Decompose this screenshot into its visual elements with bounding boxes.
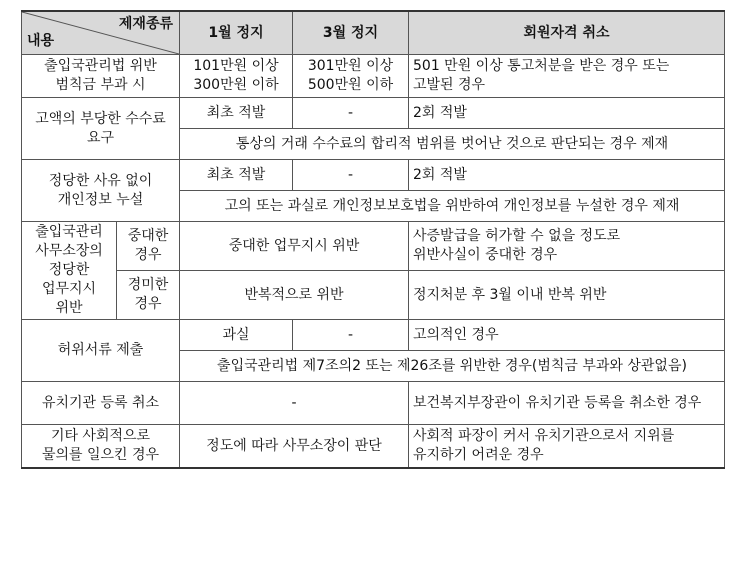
row-label-social-issue (22, 425, 180, 469)
cell-3-month: - (293, 98, 409, 129)
row-label-line: 고액의 부당한 수수료 (35, 110, 166, 127)
cell-cancel (409, 425, 725, 469)
row-label-line: 출입국관리 (35, 224, 103, 240)
cell-line: 위반사실이 중대한 경우 (413, 247, 558, 263)
table-header-row (22, 11, 725, 55)
column-header-cancel: 회원자격 취소 (409, 11, 725, 55)
cell-cancel (409, 55, 725, 98)
table-row (22, 98, 725, 129)
cell-line: 고발된 경우 (413, 77, 486, 93)
row-label-office-order (22, 222, 117, 320)
row-label-line: 위반 (55, 300, 83, 316)
cell-line: 301만원 이상 (307, 58, 394, 74)
row-label-line: 범칙금 부과 시 (55, 77, 146, 93)
cell-suspension: 중대한 업무지시 위반 (180, 222, 409, 271)
cell-1-month: 과실 (180, 320, 293, 351)
table-row (22, 160, 725, 191)
row-note: 고의 또는 과실로 개인정보보호법을 위반하여 개인정보를 누설한 경우 제재 (180, 191, 725, 222)
cell-cancel: 고의적인 경우 (409, 320, 725, 351)
cell-3-month: - (293, 160, 409, 191)
row-label-privacy-leak (22, 160, 180, 222)
cell-3-month: - (293, 320, 409, 351)
cell-line: 사회적 파장이 커서 유치기관으로서 지위를 (413, 428, 675, 444)
sanction-table (21, 10, 725, 469)
sub-label-line: 경미한 (127, 277, 169, 293)
row-label-line: 요구 (86, 129, 115, 146)
row-label-line: 정당한 사유 없이 (48, 172, 153, 189)
cell-1-month: 최초 적발 (180, 98, 293, 129)
sub-label-minor (117, 271, 180, 320)
cell-cancel (409, 222, 725, 271)
cell-line: 500만원 이하 (307, 77, 394, 93)
diagonal-header-cell (22, 11, 180, 55)
cell-line: 사증발급을 허가할 수 없을 정도로 (413, 228, 621, 244)
content-label: 내용 (27, 33, 55, 49)
table-row (22, 55, 725, 98)
sub-label-line: 경우 (134, 247, 162, 263)
table-row (22, 320, 725, 351)
cell-3-month (293, 55, 409, 98)
table-row (22, 222, 725, 271)
cell-line: 101만원 이상 (193, 58, 279, 74)
sanction-type-label: 제재종류 (118, 16, 173, 32)
table-row (22, 425, 725, 469)
row-label-line: 사무소장의 (35, 243, 103, 259)
row-label-false-docs: 허위서류 제출 (22, 320, 180, 382)
row-label-excess-fee (22, 98, 180, 160)
row-label-line: 물의를 일으킨 경우 (41, 447, 160, 463)
row-label-line: 개인정보 누설 (57, 191, 144, 208)
row-label-line: 업무지시 (41, 281, 97, 297)
table-row (22, 271, 725, 320)
column-header-1-month: 1월 정지 (180, 11, 293, 55)
cell-line: 유지하기 어려운 경우 (413, 447, 544, 463)
cell-cancel: 보건복지부장관이 유치기관 등록을 취소한 경우 (409, 382, 725, 425)
cell-cancel: 2회 적발 (409, 98, 725, 129)
cell-1-month (180, 55, 293, 98)
row-label-registration-cancel: 유치기관 등록 취소 (22, 382, 180, 425)
cell-suspension: - (180, 382, 409, 425)
table-row (22, 382, 725, 425)
row-label-line: 기타 사회적으로 (50, 428, 151, 444)
cell-1-month: 최초 적발 (180, 160, 293, 191)
cell-cancel: 정지처분 후 3월 이내 반복 위반 (409, 271, 725, 320)
row-note: 출입국관리법 제7조의2 또는 제26조를 위반한 경우(범칙금 부과와 상관없음) (180, 351, 725, 382)
sub-label-line: 경우 (134, 296, 162, 312)
row-label-immigration-fine (22, 55, 180, 98)
row-note: 통상의 거래 수수료의 합리적 범위를 벗어난 것으로 판단되는 경우 제재 (180, 129, 725, 160)
row-label-line: 출입국관리법 위반 (44, 58, 157, 74)
cell-suspension: 정도에 따라 사무소장이 판단 (180, 425, 409, 469)
cell-line: 501 만원 이상 통고처분을 받은 경우 또는 (413, 58, 670, 74)
sub-label-severe (117, 222, 180, 271)
row-label-line: 정당한 (48, 262, 90, 278)
cell-suspension: 반복적으로 위반 (180, 271, 409, 320)
cell-line: 300만원 이하 (193, 77, 279, 93)
cell-cancel: 2회 적발 (409, 160, 725, 191)
sub-label-line: 중대한 (127, 228, 169, 244)
column-header-3-month: 3월 정지 (293, 11, 409, 55)
